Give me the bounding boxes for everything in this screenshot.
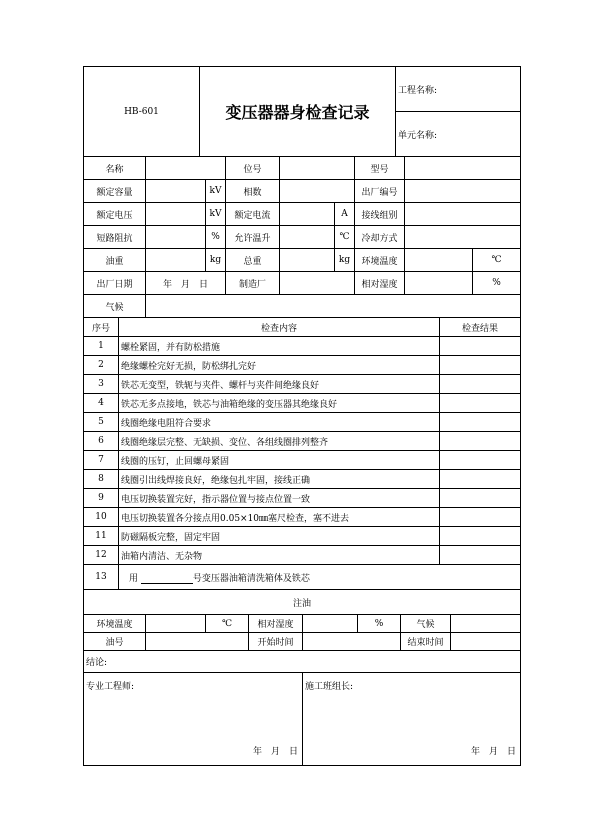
oiling-title: 注油 (84, 590, 521, 615)
item-no: 5 (84, 413, 119, 432)
item-13-text (119, 565, 521, 590)
cooling-label: 冷却方式 (355, 226, 405, 249)
model-label: 型号 (355, 157, 405, 180)
item-content: 绝缘螺栓完好无损，防松绑扎完好 (119, 356, 440, 375)
oil-ambient-temp-value[interactable] (146, 615, 206, 633)
form-code: HB-601 (84, 67, 200, 157)
item-result[interactable] (440, 527, 521, 546)
item-no: 12 (84, 546, 119, 565)
manufacturer-value[interactable] (280, 272, 355, 295)
col-result-header: 检查结果 (440, 318, 521, 337)
inspection-form (83, 66, 520, 766)
rated-capacity-label: 额定容量 (84, 180, 146, 203)
factory-date-label: 出厂日期 (84, 272, 146, 295)
table-row (84, 508, 521, 527)
item-result[interactable] (440, 394, 521, 413)
celsius-unit: ℃ (206, 615, 249, 633)
oil-ambient-temp-label: 环境温度 (84, 615, 146, 633)
conclusion-label[interactable]: 结论: (84, 651, 521, 673)
rel-humidity-value[interactable] (405, 272, 473, 295)
col-no-header: 序号 (84, 318, 119, 337)
total-weight-value[interactable] (280, 249, 335, 272)
start-time-value[interactable] (303, 633, 401, 651)
header-table (83, 66, 521, 157)
manufacturer-label: 制造厂 (226, 272, 280, 295)
item-no: 6 (84, 432, 119, 451)
team-leader-date: 年 月 日 (470, 747, 516, 757)
table-row (84, 337, 521, 356)
col-content-header: 检查内容 (119, 318, 440, 337)
item-result[interactable] (440, 413, 521, 432)
table-row (84, 470, 521, 489)
item-result[interactable] (440, 356, 521, 375)
item-no: 2 (84, 356, 119, 375)
unit-name-label: 单元名称: (396, 112, 521, 157)
rated-current-label: 额定电流 (226, 203, 280, 226)
oil-rel-humidity-label: 相对湿度 (249, 615, 303, 633)
item-content: 油箱内清洁、无杂物 (119, 546, 440, 565)
item-no: 9 (84, 489, 119, 508)
team-leader-label: 施工班组长: (305, 682, 354, 692)
transformer-no-blank[interactable] (141, 574, 193, 584)
item-result[interactable] (440, 451, 521, 470)
engineer-date: 年 月 日 (252, 747, 298, 757)
project-name-label: 工程名称: (396, 67, 521, 112)
start-time-label: 开始时间 (249, 633, 303, 651)
weather-value[interactable] (146, 295, 521, 318)
item-13-prefix: 用 (129, 573, 139, 584)
phase-count-value[interactable] (280, 180, 355, 203)
table-row (84, 432, 521, 451)
factory-no-label: 出厂编号 (355, 180, 405, 203)
temp-rise-value[interactable] (280, 226, 335, 249)
name-value[interactable] (146, 157, 226, 180)
item-content: 铁芯无多点接地，铁芯与油箱绝缘的变压器其绝缘良好 (119, 394, 440, 413)
percent-unit: % (206, 226, 226, 249)
item-result[interactable] (440, 546, 521, 565)
page-title: 变压器器身检查记录 (200, 67, 396, 157)
kg-unit: kg (335, 249, 355, 272)
item-content: 铁芯无变型，铁轭与夹件、螺杆与夹件间绝缘良好 (119, 375, 440, 394)
percent-unit: % (358, 615, 401, 633)
item-result[interactable] (440, 375, 521, 394)
ambient-temp-label: 环境温度 (355, 249, 405, 272)
item-content: 线圈绝缘层完整、无缺损、变位、各组线圈排列整齐 (119, 432, 440, 451)
item-no: 11 (84, 527, 119, 546)
oiling-table (83, 589, 521, 673)
oil-weather-label: 气候 (401, 615, 451, 633)
model-value[interactable] (405, 157, 521, 180)
table-row (84, 356, 521, 375)
table-row (84, 565, 521, 590)
oil-weight-label: 油重 (84, 249, 146, 272)
item-result[interactable] (440, 470, 521, 489)
kv-unit: kV (206, 180, 226, 203)
kv-unit: kV (206, 203, 226, 226)
item-content: 电压切换装置完好，指示器位置与接点位置一致 (119, 489, 440, 508)
team-leader-signature-box[interactable] (303, 673, 521, 766)
rated-capacity-value[interactable] (146, 180, 206, 203)
rated-voltage-value[interactable] (146, 203, 206, 226)
specs-table (83, 156, 521, 318)
weather-label: 气候 (84, 295, 146, 318)
item-result[interactable] (440, 508, 521, 527)
engineer-signature-box[interactable] (84, 673, 303, 766)
item-content: 防磁隔板完整，固定牢固 (119, 527, 440, 546)
factory-date-value[interactable]: 年 月 日 (146, 272, 226, 295)
item-no: 1 (84, 337, 119, 356)
factory-no-value[interactable] (405, 180, 521, 203)
table-row (84, 489, 521, 508)
table-row (84, 451, 521, 470)
item-content: 电压切换装置各分接点用0.05×10㎜塞尺检查，塞不进去 (119, 508, 440, 527)
oil-weather-value[interactable] (451, 615, 521, 633)
total-weight-label: 总重 (226, 249, 280, 272)
item-no: 3 (84, 375, 119, 394)
phase-count-label: 相数 (226, 180, 280, 203)
wiring-group-label: 接线组别 (355, 203, 405, 226)
celsius-unit: ℃ (473, 249, 521, 272)
signature-table (83, 672, 521, 766)
position-no-value[interactable] (280, 157, 355, 180)
table-row (84, 527, 521, 546)
oil-weight-value[interactable] (146, 249, 206, 272)
table-row (84, 546, 521, 565)
cooling-value[interactable] (405, 226, 521, 249)
oil-rel-humidity-value[interactable] (303, 615, 358, 633)
percent-unit: % (473, 272, 521, 295)
item-result[interactable] (440, 432, 521, 451)
rated-voltage-label: 额定电压 (84, 203, 146, 226)
kg-unit: kg (206, 249, 226, 272)
amp-unit: A (335, 203, 355, 226)
ambient-temp-value[interactable] (405, 249, 473, 272)
name-label: 名称 (84, 157, 146, 180)
position-no-label: 位号 (226, 157, 280, 180)
item-content: 螺栓紧固，并有防松措施 (119, 337, 440, 356)
end-time-label: 结束时间 (401, 633, 451, 651)
rel-humidity-label: 相对湿度 (355, 272, 405, 295)
table-row (84, 413, 521, 432)
item-no: 7 (84, 451, 119, 470)
item-result[interactable] (440, 337, 521, 356)
item-content: 线圈的压钉，止回螺母紧固 (119, 451, 440, 470)
table-row (84, 375, 521, 394)
wiring-group-value[interactable] (405, 203, 521, 226)
item-content: 线圈绝缘电阻符合要求 (119, 413, 440, 432)
item-result[interactable] (440, 489, 521, 508)
engineer-label: 专业工程师: (86, 682, 135, 692)
item-content: 线圈引出线焊接良好，绝缘包扎牢固，接线正确 (119, 470, 440, 489)
item-no: 8 (84, 470, 119, 489)
oil-no-value[interactable] (146, 633, 249, 651)
check-table (83, 317, 521, 590)
celsius-unit: ℃ (335, 226, 355, 249)
item-13-suffix: 号变压器油箱清洗箱体及铁芯 (192, 573, 310, 584)
item-no: 13 (84, 565, 119, 590)
short-impedance-label: 短路阻抗 (84, 226, 146, 249)
item-no: 4 (84, 394, 119, 413)
table-row (84, 394, 521, 413)
oil-no-label: 油号 (84, 633, 146, 651)
temp-rise-label: 允许温升 (226, 226, 280, 249)
item-no: 10 (84, 508, 119, 527)
end-time-value[interactable] (451, 633, 521, 651)
short-impedance-value[interactable] (146, 226, 206, 249)
rated-current-value[interactable] (280, 203, 335, 226)
